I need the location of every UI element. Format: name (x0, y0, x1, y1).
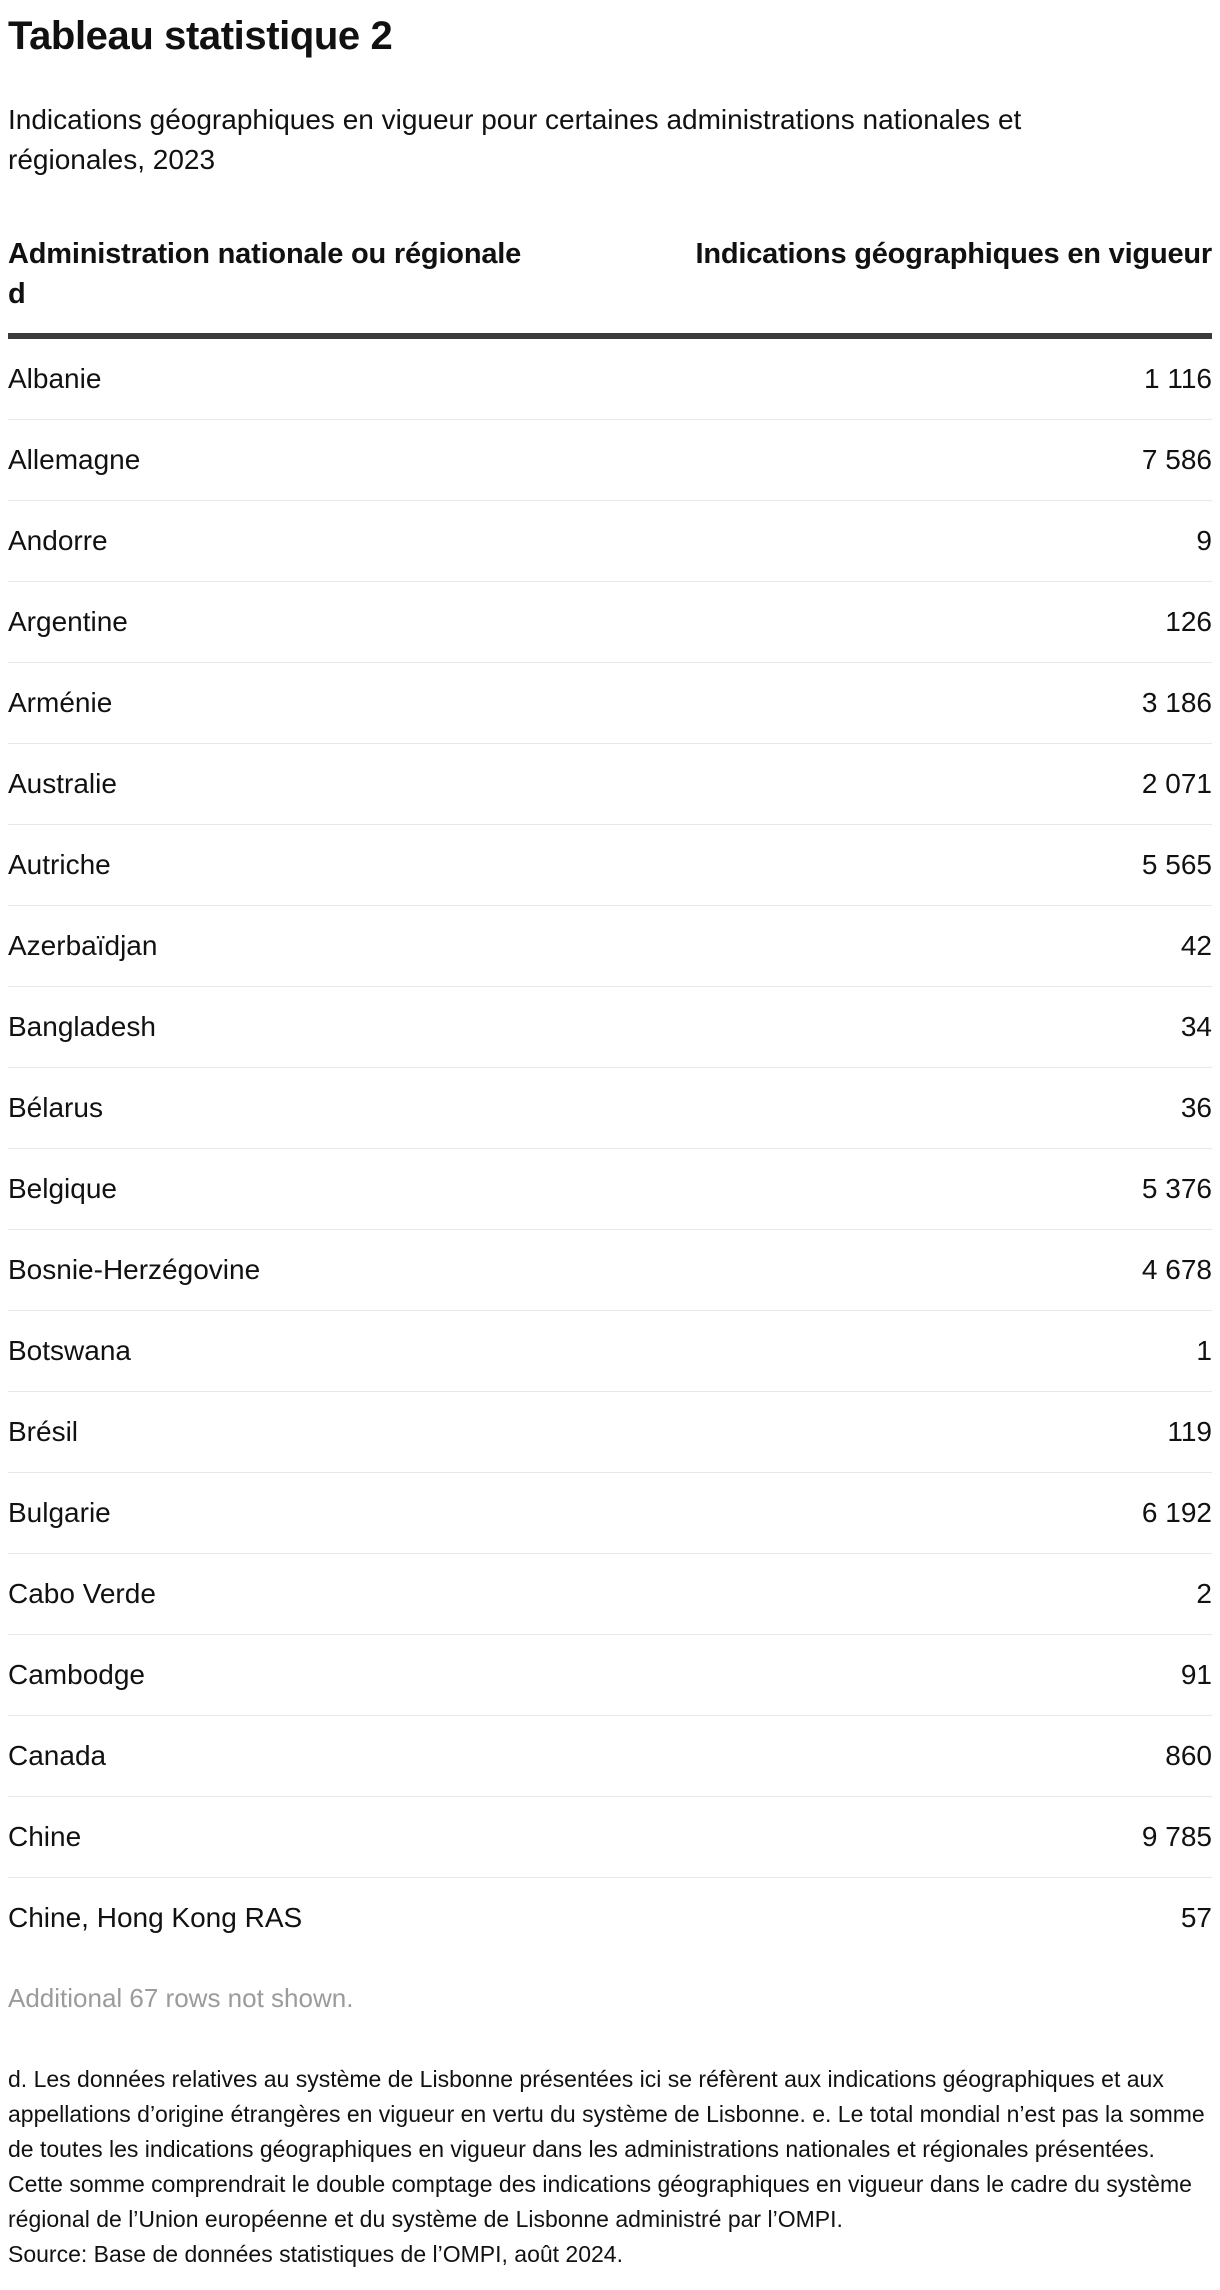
row-country: Belgique (8, 1173, 117, 1204)
row-value: 5 376 (1141, 1173, 1212, 1204)
table-row (8, 1554, 1212, 1635)
row-value: 1 (1196, 1335, 1212, 1366)
row-value: 57 (1180, 1902, 1212, 1933)
table-row (8, 420, 1212, 501)
table-row (8, 1797, 1212, 1878)
row-value: 2 071 (1141, 768, 1212, 799)
row-value: 7 586 (1141, 444, 1212, 475)
table-row (8, 1149, 1212, 1230)
row-country: Australie (8, 768, 117, 799)
table-row (8, 987, 1212, 1068)
row-country: Argentine (8, 606, 128, 637)
row-country: Azerbaïdjan (8, 930, 158, 961)
row-country: Bosnie-Herzégovine (8, 1254, 261, 1285)
row-country: Allemagne (8, 444, 141, 475)
row-country: Albanie (8, 363, 102, 394)
table-header-row (8, 234, 1212, 339)
row-value: 126 (1165, 606, 1212, 637)
table-row (8, 744, 1212, 825)
page-subtitle: Indications géographiques en vigueur pour certaines administrations nationales et régionales, 2023 (8, 104, 1022, 175)
footnote-text: d. Les données relatives au système de Lisbonne présentées ici se réfèrent aux indications géographiques et aux appellations d’origine étrangères en vigueur en vertu du système de Lisbonne. e. Le total mondial n’est pas la somme de toutes les indications géographiques en vigueur dans les administrations nationales et régionales présentées. Cette somme comprendrait le double comptage des indications géographiques en vigueur dans le cadre du système régional de l’Union européenne et du système de Lisbonne administré par l’OMPI. (8, 2066, 1205, 2232)
table-body (8, 339, 1212, 1958)
row-value: 36 (1180, 1092, 1212, 1123)
row-country: Cabo Verde (8, 1578, 156, 1609)
table-row (8, 339, 1212, 420)
rows-not-shown-note: Additional 67 rows not shown. (8, 1983, 354, 2013)
row-value: 6 192 (1141, 1497, 1212, 1528)
row-value: 5 565 (1141, 849, 1212, 880)
row-value: 34 (1180, 1011, 1212, 1042)
row-country: Bélarus (8, 1092, 103, 1123)
table-row (8, 582, 1212, 663)
table-row (8, 1230, 1212, 1311)
page-title: Tableau statistique 2 (8, 14, 393, 58)
table-row (8, 906, 1212, 987)
row-value: 119 (1167, 1416, 1212, 1447)
table-row (8, 1716, 1212, 1797)
row-value: 860 (1165, 1740, 1212, 1771)
table-row (8, 825, 1212, 906)
table-row (8, 1311, 1212, 1392)
row-country: Brésil (8, 1416, 79, 1447)
row-country: Arménie (8, 687, 113, 718)
table-row (8, 1878, 1212, 1958)
row-value: 2 (1196, 1578, 1212, 1609)
row-value: 9 785 (1141, 1821, 1212, 1852)
table-row (8, 1068, 1212, 1149)
row-value: 9 (1196, 525, 1212, 556)
row-country: Andorre (8, 525, 108, 556)
column-header-indications-en-vigueur: Indications géographiques en vigueur (695, 238, 1212, 270)
table-row (8, 1392, 1212, 1473)
row-country: Bulgarie (8, 1497, 111, 1528)
row-country: Botswana (8, 1335, 131, 1366)
table-row (8, 501, 1212, 582)
row-country: Chine (8, 1821, 82, 1852)
table-row (8, 1473, 1212, 1554)
row-country: Chine, Hong Kong RAS (8, 1902, 303, 1933)
row-country: Canada (8, 1740, 107, 1771)
row-country: Bangladesh (8, 1011, 156, 1042)
row-value: 1 116 (1144, 363, 1212, 394)
row-country: Autriche (8, 849, 111, 880)
row-value: 42 (1180, 930, 1212, 961)
row-value: 91 (1180, 1659, 1212, 1690)
row-country: Cambodge (8, 1659, 145, 1690)
table-row (8, 1635, 1212, 1716)
table-row (8, 663, 1212, 744)
column-header-administration: Administration nationale ou régionale d (8, 238, 522, 310)
source-line: Source: Base de données statistiques de l’OMPI, août 2024. (8, 2241, 623, 2267)
row-value: 3 186 (1141, 687, 1212, 718)
row-value: 4 678 (1141, 1254, 1212, 1285)
